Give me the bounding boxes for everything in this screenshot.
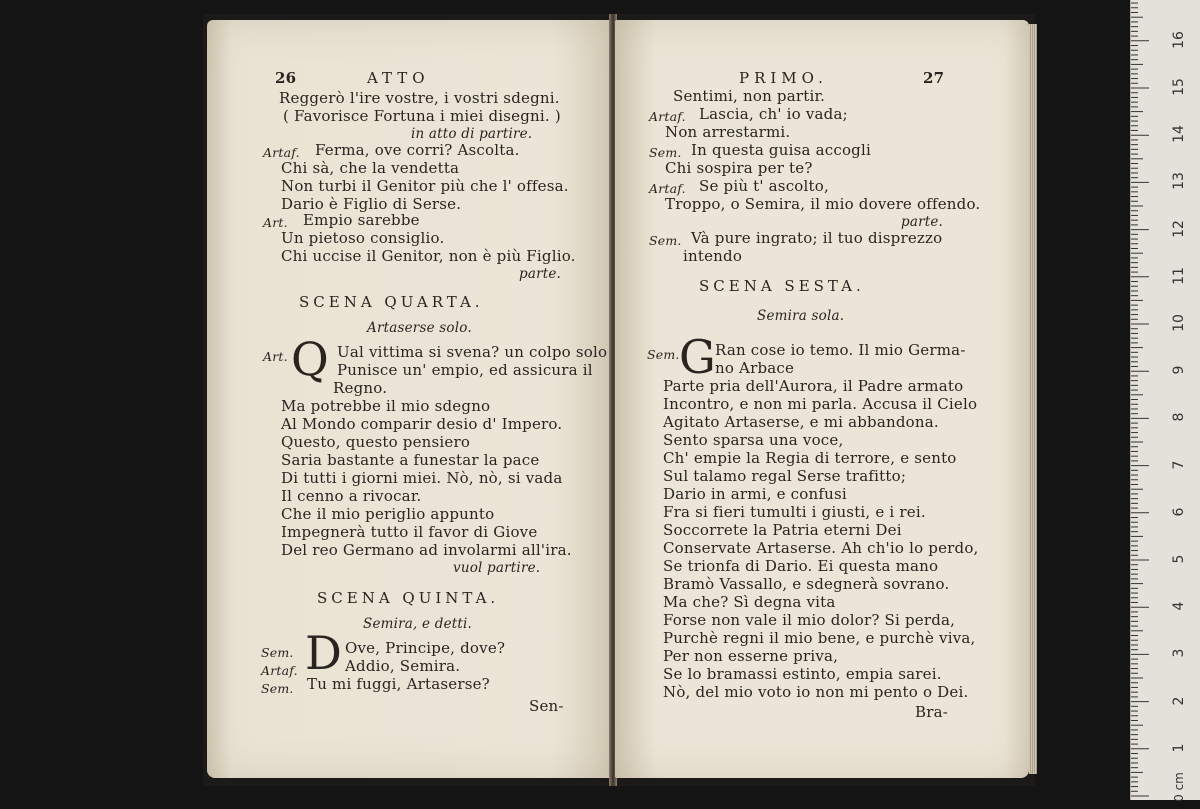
verse-line: Di tutti i giorni miei. Nò, nò, si vada [281, 469, 563, 487]
verse-line: Non turbi il Genitor più che l' offesa. [281, 177, 569, 195]
verse-line: Punisce un' empio, ed assicura il [337, 361, 593, 379]
verse-line: Un pietoso consiglio. [281, 229, 445, 247]
drop-cap: D [305, 626, 342, 680]
verse-line: Non arrestarmi. [665, 123, 791, 141]
verse-line: Nò, del mio voto io non mi pento o Dei. [663, 683, 969, 701]
ruler-label: 2 [1171, 696, 1187, 706]
verse-line: Chi uccise il Genitor, non è più Figlio. [281, 247, 576, 265]
scene-title: SCENA QUARTA. [299, 293, 484, 311]
speaker-label: Artaf. [649, 181, 686, 196]
left-page [207, 20, 611, 778]
verse-line: Se lo bramassi estinto, empia sarei. [663, 665, 942, 683]
verse-line: Ran cose io temo. Il mio Germa- [715, 341, 966, 359]
verse-line: Ual vittima si svena? un colpo solo [337, 343, 608, 361]
verse-line: Agitato Artaserse, e mi abbandona. [663, 413, 939, 431]
verse-line: Purchè regni il mio bene, e purchè viva, [663, 629, 976, 647]
speaker-label: Art. [263, 349, 288, 364]
verse-line: Per non esserne priva, [663, 647, 839, 665]
verse-line: Fra si fieri tumulti i giusti, e i rei. [663, 503, 926, 521]
verse-line: Troppo, o Semira, il mio dovere offendo. [665, 195, 981, 213]
verse-line: Bramò Vassallo, e sdegnerà sovrano. [663, 575, 950, 593]
verse-line: Addio, Semira. [345, 657, 461, 675]
stage-direction: vuol partire. [453, 560, 541, 576]
speaker-label: Sem. [261, 645, 294, 660]
speaker-label: Sem. [647, 347, 680, 362]
right-page [615, 20, 1029, 778]
verse-line: Ferma, ove corri? Ascolta. [315, 141, 520, 159]
verse-line: Incontro, e non mi parla. Accusa il Cielo [663, 395, 978, 413]
verse-line: no Arbace [715, 359, 795, 377]
speaker-label: Artaf. [263, 145, 300, 160]
page-edges [1029, 24, 1037, 774]
speaker-label: Art. [263, 215, 288, 230]
verse-line: Empio sarebbe [303, 211, 420, 229]
speaker-label: Sem. [261, 681, 294, 696]
scene-title: SCENA SESTA. [699, 277, 865, 295]
running-header: PRIMO. [739, 69, 828, 87]
verse-line: Parte pria dell'Aurora, il Padre armato [663, 377, 964, 395]
verse-line: Se trionfa di Dario. Ei questa mano [663, 557, 939, 575]
verse-line: Lascia, ch' io vada; [699, 105, 848, 123]
scene-subtitle: Semira, e detti. [363, 616, 473, 632]
verse-line: Reggerò l'ire vostre, i vostri sdegni. [279, 89, 560, 107]
verse-line: Dario è Figlio di Serse. [281, 195, 462, 213]
scene-title: SCENA QUINTA. [317, 589, 500, 607]
verse-line: Impegnerà tutto il favor di Giove [281, 523, 538, 541]
ruler-label: 6 [1171, 507, 1187, 517]
verse-line: Dario in armi, e confusi [663, 485, 847, 503]
verse-line: Chi sospira per te? [665, 159, 813, 177]
ruler-label: 12 [1171, 219, 1187, 238]
speaker-label: Artaf. [649, 109, 686, 124]
verse-line: Il cenno a rivocar. [281, 487, 422, 505]
verse-line: intendo [683, 247, 743, 265]
scene-subtitle: Semira sola. [757, 308, 845, 324]
catchword: Bra- [915, 703, 949, 721]
verse-line: Forse non vale il mio dolor? Si perda, [663, 611, 956, 629]
verse-line: In questa guisa accogli [691, 141, 871, 159]
ruler-label: 3 [1171, 648, 1187, 658]
verse-line: Sentimi, non partir. [673, 87, 826, 105]
ruler-label: 4 [1171, 601, 1187, 611]
verse-line: Regno. [333, 379, 388, 397]
scene-subtitle: Artaserse solo. [367, 320, 472, 336]
verse-line: Del reo Germano ad involarmi all'ira. [281, 541, 572, 559]
verse-line: Ove, Principe, dove? [345, 639, 506, 657]
verse-line: Soccorrete la Patria eterni Dei [663, 521, 902, 539]
ruler-label: 7 [1171, 460, 1187, 470]
verse-line: Se più t' ascolto, [699, 177, 829, 195]
verse-line: Saria bastante a funestar la pace [281, 451, 540, 469]
verse-line: Ma che? Sì degna vita [663, 593, 836, 611]
verse-line: Al Mondo comparir desio d' Impero. [281, 415, 563, 433]
ruler-label: 13 [1171, 172, 1187, 191]
verse-line: Conservate Artaserse. Ah ch'io lo perdo, [663, 539, 979, 557]
speaker-label: Artaf. [261, 663, 298, 678]
speaker-label: Sem. [649, 145, 682, 160]
verse-line: Và pure ingrato; il tuo disprezzo [691, 229, 943, 247]
catchword: Sen- [529, 697, 564, 715]
drop-cap: G [679, 330, 716, 384]
verse-line: Sul talamo regal Serse trafitto; [663, 467, 907, 485]
running-header: ATTO [367, 69, 430, 87]
ruler-label: 10 [1171, 314, 1187, 332]
ruler-label: 11 [1171, 266, 1187, 285]
speaker-label: Sem. [649, 233, 682, 248]
verse-line: Che il mio periglio appunto [281, 505, 495, 523]
measuring-ruler [1130, 0, 1200, 800]
ruler-label: 0 cm [1172, 772, 1186, 802]
ruler-ticks [1131, 0, 1153, 800]
verse-line: ( Favorisce Fortuna i miei disegni. ) [283, 107, 561, 125]
ruler-label: 8 [1171, 412, 1187, 422]
verse-line: Chi sà, che la vendetta [281, 159, 460, 177]
verse-line: Ch' empie la Regia di terrore, e sento [663, 449, 957, 467]
verse-line: Tu mi fuggi, Artaserse? [307, 675, 490, 693]
ruler-label: 9 [1171, 365, 1187, 375]
verse-line: Sento sparsa una voce, [663, 431, 844, 449]
drop-cap: Q [291, 332, 329, 386]
stage-direction: parte. [901, 214, 944, 230]
open-book [203, 14, 1035, 786]
stage-direction: parte. [519, 266, 562, 282]
verse-line: Ma potrebbe il mio sdegno [281, 397, 491, 415]
page-number: 26 [275, 69, 297, 87]
ruler-label: 1 [1171, 743, 1187, 753]
ruler-label: 16 [1171, 30, 1187, 49]
ruler-label: 15 [1171, 78, 1187, 96]
ruler-label: 14 [1171, 125, 1187, 144]
ruler-label: 5 [1171, 554, 1187, 564]
verse-line: Questo, questo pensiero [281, 433, 471, 451]
page-number: 27 [923, 69, 945, 87]
stage-direction: in atto di partire. [411, 126, 533, 142]
